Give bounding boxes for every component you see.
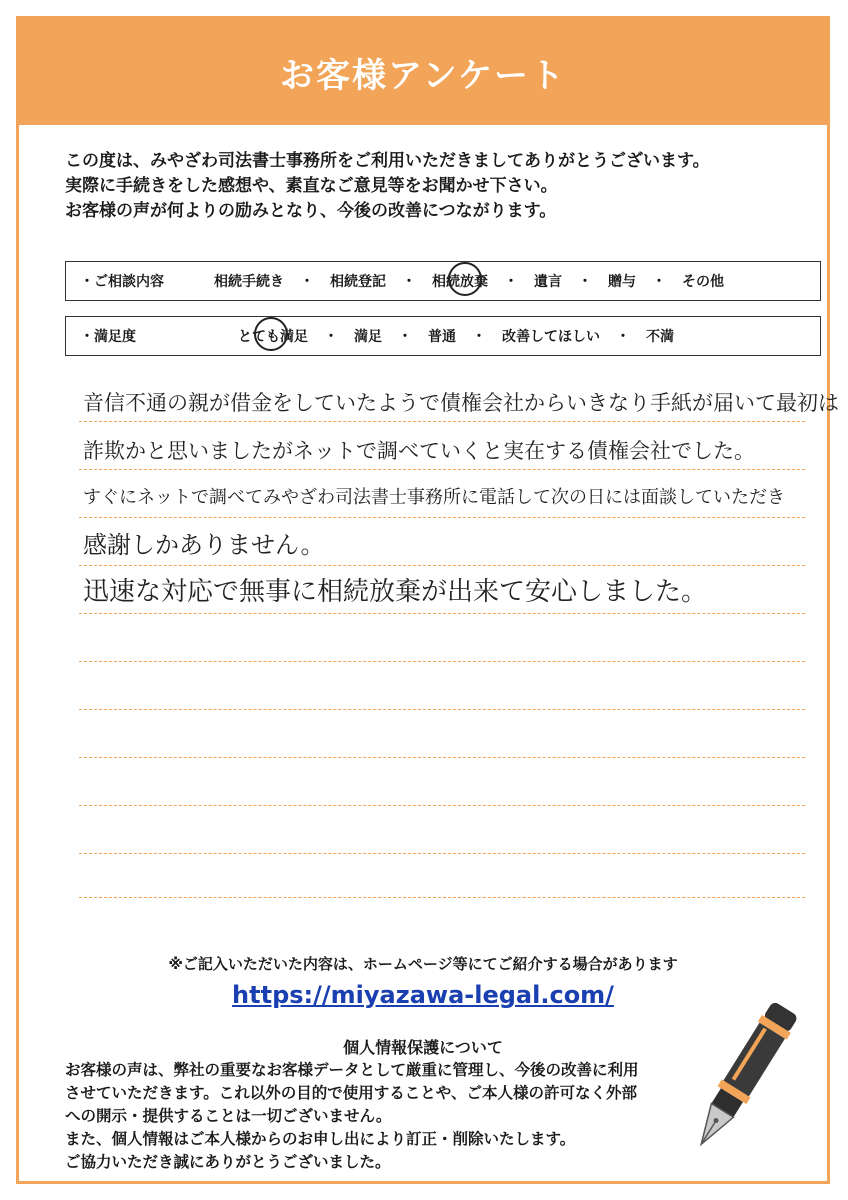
satisfaction-option-selected[interactable]: とても満足 xyxy=(234,324,312,348)
survey-sheet xyxy=(16,16,839,1184)
privacy-line: お客様の声は、弊社の重要なお客様データとして厳重に管理し、今後の改善に利用 xyxy=(65,1061,639,1079)
consultation-option[interactable]: 遺言 xyxy=(534,274,562,290)
comment-line: 迅速な対応で無事に相続放棄が出来て安心しました。 xyxy=(83,577,708,607)
consultation-option[interactable]: 相続登記 xyxy=(330,274,386,290)
separator: ・ xyxy=(472,329,486,345)
consultation-options xyxy=(210,269,728,293)
comment-line: 感謝しかありません。 xyxy=(83,531,325,559)
ruled-line xyxy=(79,757,805,758)
ruled-line xyxy=(79,853,805,854)
satisfaction-label: ・満足度 xyxy=(80,329,136,345)
privacy-line: ご協力いただき誠にありがとうございました。 xyxy=(65,1153,391,1171)
ruled-line xyxy=(79,517,805,518)
website-link[interactable]: https://miyazawa-legal.com/ xyxy=(232,981,614,1009)
satisfaction-options xyxy=(234,324,678,348)
ruled-line xyxy=(79,469,805,470)
satisfaction-option[interactable]: 普通 xyxy=(428,329,456,345)
header-banner xyxy=(19,19,827,125)
intro-text xyxy=(65,149,805,224)
separator: ・ xyxy=(398,329,412,345)
separator: ・ xyxy=(578,274,592,290)
satisfaction-option[interactable]: 不満 xyxy=(646,329,674,345)
separator: ・ xyxy=(652,274,666,290)
ruled-line xyxy=(79,805,805,806)
privacy-line: また、個人情報はご本人様からのお申し出により訂正・削除いたします。 xyxy=(65,1130,576,1148)
ruled-line xyxy=(79,709,805,710)
privacy-line: させていただきます。これ以外の目的で使用することや、ご本人様の許可なく外部 xyxy=(65,1084,637,1102)
satisfaction-field xyxy=(65,316,821,356)
intro-line: この度は、みやざわ司法書士事務所をご利用いただきましてありがとうございます。 xyxy=(65,151,710,171)
privacy-title: 個人情報保護について xyxy=(343,1038,503,1057)
comment-line: 音信不通の親が借金をしていたようで債権会社からいきなり手紙が届いて最初は xyxy=(83,391,839,415)
consultation-option[interactable]: 贈与 xyxy=(608,274,636,290)
separator: ・ xyxy=(616,329,630,345)
satisfaction-option[interactable]: 満足 xyxy=(354,329,382,345)
ruled-line xyxy=(79,613,805,614)
comment-line: すぐにネットで調べてみやざわ司法書士事務所に電話して次の日には面談していただき xyxy=(83,487,785,508)
disclosure-note: ※ご記入いただいた内容は、ホームページ等にてご紹介する場合があります xyxy=(168,955,678,973)
fountain-pen-icon xyxy=(677,994,807,1168)
page-title: お客様アンケート xyxy=(280,55,566,96)
consultation-field xyxy=(65,261,821,301)
ruled-line xyxy=(79,897,805,898)
consultation-option-selected[interactable]: 相続放棄 xyxy=(428,269,492,293)
comment-line: 詐欺かと思いましたがネットで調べていくと実在する債権会社でした。 xyxy=(83,439,755,463)
satisfaction-option[interactable]: 改善してほしい xyxy=(502,329,600,345)
ruled-line xyxy=(79,565,805,566)
separator: ・ xyxy=(402,274,416,290)
privacy-text xyxy=(65,1059,725,1174)
intro-line: 実際に手続きをした感想や、素直なご意見等をお聞かせ下さい。 xyxy=(65,176,558,196)
intro-line: お客様の声が何よりの励みとなり、今後の改善につながります。 xyxy=(65,201,557,221)
separator: ・ xyxy=(504,274,518,290)
consultation-option[interactable]: 相続手続き xyxy=(214,274,284,290)
ruled-line xyxy=(79,661,805,662)
consultation-option[interactable]: その他 xyxy=(682,274,724,290)
ruled-line xyxy=(79,421,805,422)
comment-area[interactable] xyxy=(79,359,839,899)
separator: ・ xyxy=(324,329,338,345)
consultation-label: ・ご相談内容 xyxy=(80,274,164,290)
privacy-line: への開示・提供することは一切ございません。 xyxy=(65,1107,392,1125)
separator: ・ xyxy=(300,274,314,290)
